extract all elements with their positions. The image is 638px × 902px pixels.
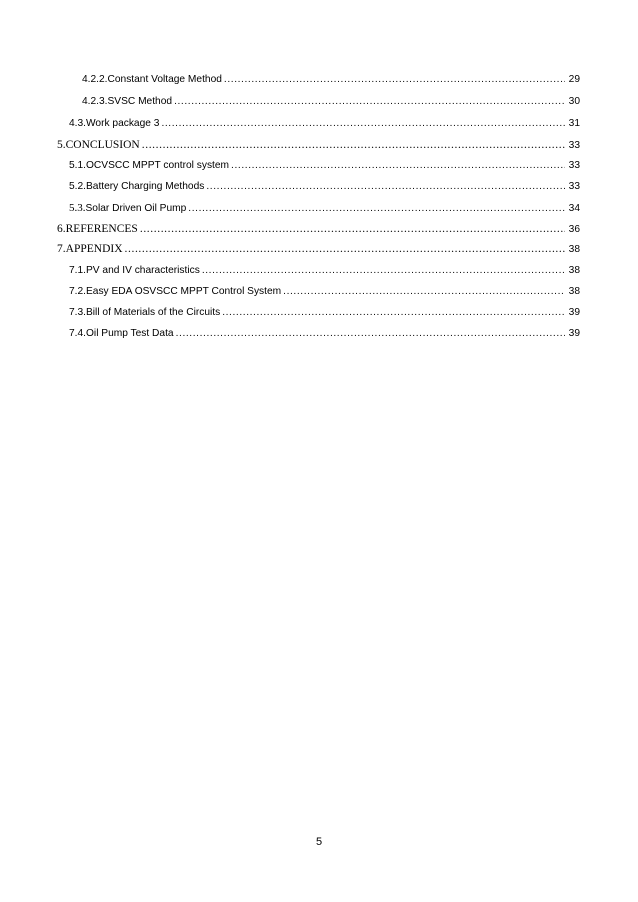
toc-entry-page: 38: [568, 265, 580, 276]
toc-entry-title: SVSC Method: [107, 96, 173, 107]
toc-entry-number: 7.3.: [69, 307, 86, 318]
toc-entry[interactable]: [69, 265, 580, 281]
toc-dot-leader: [176, 328, 565, 339]
toc-entry[interactable]: [82, 74, 580, 90]
toc-entry[interactable]: [69, 118, 580, 134]
toc-entry-page: 39: [568, 307, 580, 318]
toc-dot-leader: [174, 96, 565, 107]
toc-entry-page: 33: [568, 160, 580, 171]
toc-dot-leader: [188, 203, 564, 214]
toc-dot-leader: [283, 286, 565, 297]
toc-entry-number: 6.: [57, 223, 66, 235]
toc-entry[interactable]: [69, 181, 580, 197]
toc-entry-number: 4.2.2.: [82, 74, 108, 85]
toc-entry-page: 33: [568, 140, 580, 151]
toc-entry[interactable]: [69, 160, 580, 176]
toc-entry-number: 5.3.: [69, 202, 86, 214]
toc-dot-leader: [161, 118, 564, 129]
toc-dot-leader: [222, 307, 564, 318]
toc-dot-leader: [206, 181, 564, 192]
toc-entry-page: 34: [568, 203, 580, 214]
toc-entry-page: 33: [568, 181, 580, 192]
toc-entry-title: Battery Charging Methods: [86, 181, 205, 192]
toc-entry-number: 5.2.: [69, 181, 86, 192]
toc-entry-page: 39: [568, 328, 580, 339]
toc-dot-leader: [125, 243, 565, 255]
toc-entry-number: 4.2.3.: [82, 96, 108, 107]
toc-dot-leader: [224, 74, 565, 85]
toc-entry-number: 7.1.: [69, 265, 86, 276]
toc-entry-number: 7.: [57, 243, 66, 255]
toc-dot-leader: [140, 223, 565, 235]
toc-entry-number: 5.1.: [69, 160, 86, 171]
toc-entry-number: 7.2.: [69, 286, 86, 297]
toc-entry-page: 38: [568, 286, 580, 297]
toc-entry[interactable]: [69, 286, 580, 302]
toc-entry-page: 30: [568, 96, 580, 107]
toc-entry[interactable]: [57, 243, 580, 259]
toc-entry-page: 38: [568, 244, 580, 255]
toc-entry-title: CONCLUSION: [65, 139, 140, 151]
page-number: 5: [315, 836, 323, 848]
toc-entry-title: Solar Driven Oil Pump: [85, 203, 187, 214]
toc-entry-title: Easy EDA OSVSCC MPPT Control System: [86, 286, 282, 297]
toc-entry-number: 5.: [57, 139, 66, 151]
toc-entry-title: Work package 3: [86, 118, 160, 129]
toc-entry-title: APPENDIX: [65, 243, 123, 255]
toc-entry-page: 31: [568, 118, 580, 129]
toc-dot-leader: [202, 265, 565, 276]
toc-entry-title: Constant Voltage Method: [107, 74, 222, 85]
toc-dot-leader: [231, 160, 565, 171]
toc-entry[interactable]: [69, 307, 580, 323]
toc-entry-number: 7.4.: [69, 328, 86, 339]
toc-dot-leader: [142, 139, 565, 151]
toc-entry-title: Oil Pump Test Data: [86, 328, 174, 339]
toc-entry[interactable]: [69, 328, 580, 344]
toc-entry-number: 4.3.: [69, 118, 86, 129]
toc-entry-title: OCVSCC MPPT control system: [86, 160, 230, 171]
toc-entry[interactable]: [57, 223, 580, 239]
toc-entry[interactable]: [82, 96, 580, 112]
toc-entry[interactable]: [69, 202, 580, 218]
toc-entry-page: 29: [568, 74, 580, 85]
toc-entry-title: REFERENCES: [65, 223, 138, 235]
toc-entry[interactable]: [57, 139, 580, 155]
toc-entry-page: 36: [568, 224, 580, 235]
toc-entry-title: PV and IV characteristics: [86, 265, 200, 276]
toc-entry-title: Bill of Materials of the Circuits: [86, 307, 221, 318]
